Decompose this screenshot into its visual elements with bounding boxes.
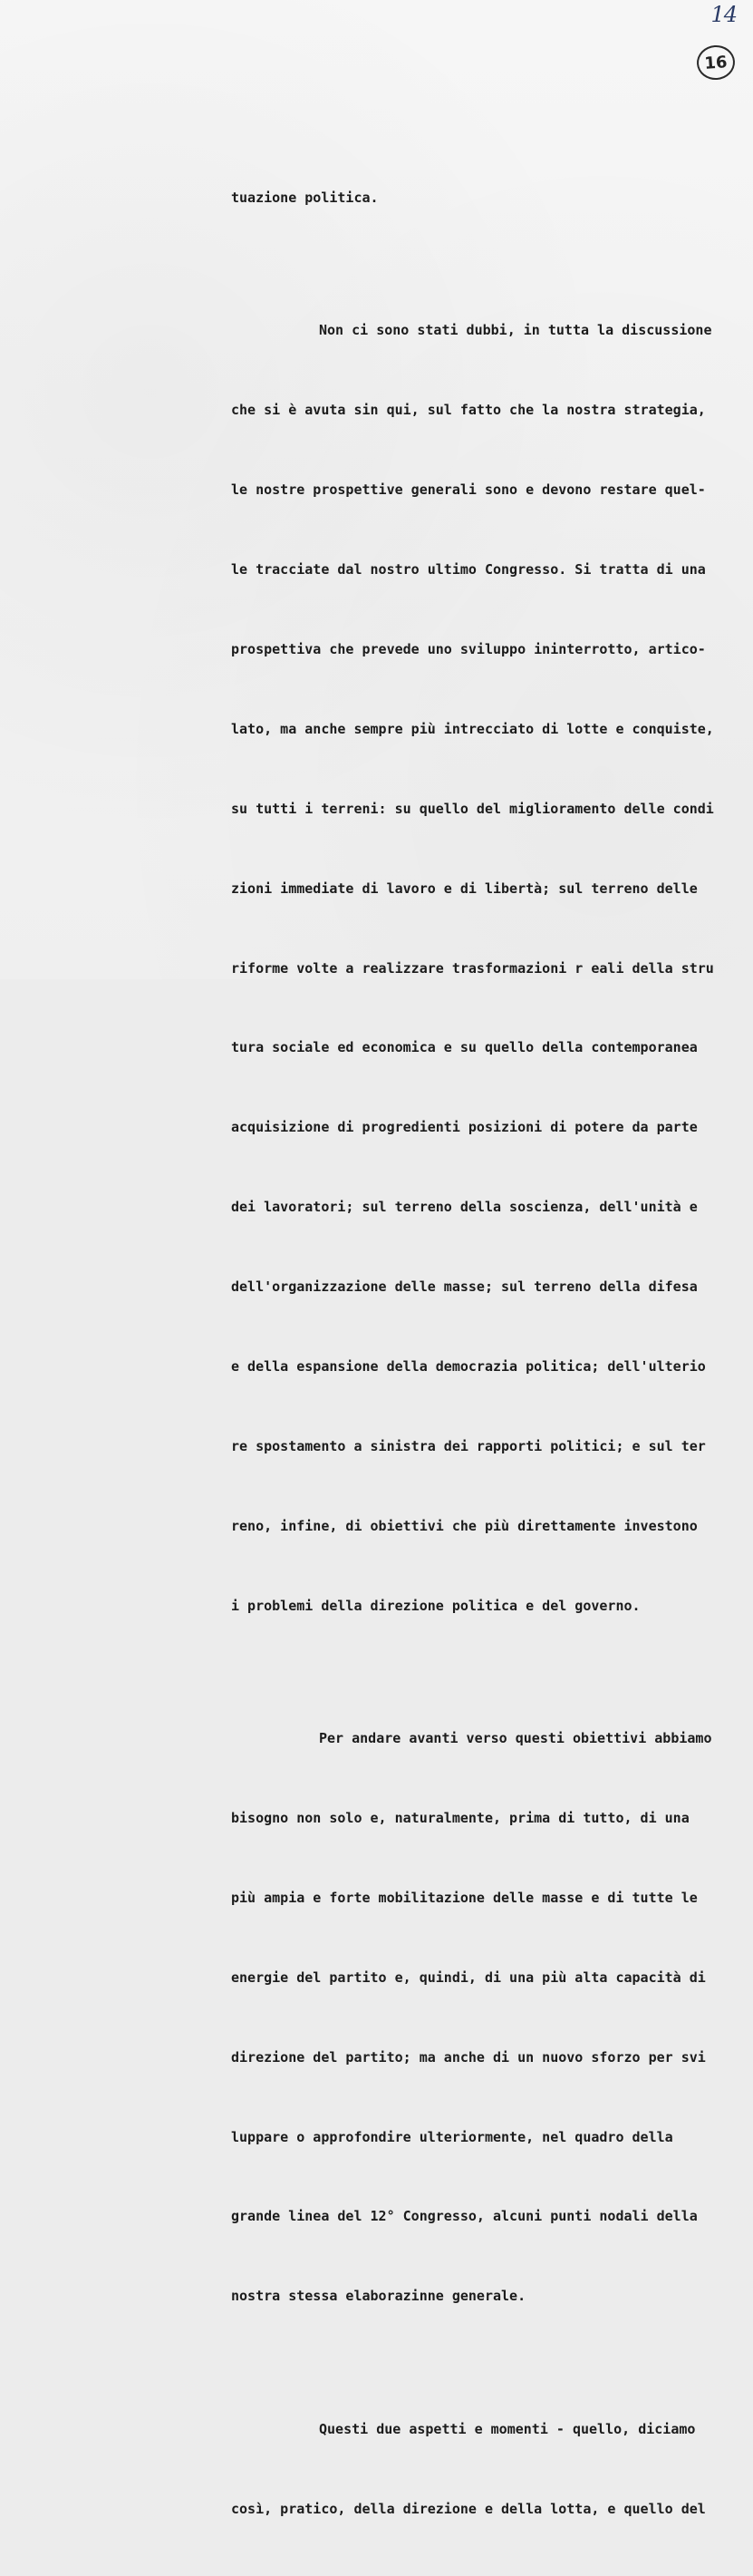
text-line: le tracciate dal nostro ultimo Congresso. Si tratta di una	[231, 561, 706, 578]
text-line: tura sociale ed economica e su quello della contemporanea	[231, 1039, 698, 1056]
text-line: dei lavoratori; sul terreno della soscienza, dell'unità e	[231, 1199, 698, 1216]
text-line: così, pratico, della direzione e della lotta, e quello del	[231, 2500, 706, 2517]
text-line: che si è avuta sin qui, sul fatto che la nostra strategia,	[231, 402, 706, 419]
text-line: Questi due aspetti e momenti - quello, diciamo	[319, 2420, 696, 2437]
text-line: acquisizione di progredienti posizioni di potere da parte	[231, 1119, 698, 1136]
text-line: le nostre prospettive generali sono e devono restare quel-	[231, 481, 706, 499]
text-line: più ampia e forte mobilitazione delle masse e di tutte le	[231, 1889, 698, 1906]
text-line: luppare o approfondire ulteriormente, nel quadro della	[231, 2128, 673, 2145]
text-line: dell'organizzazione delle masse; sul terreno della difesa	[231, 1278, 698, 1296]
text-line: tuazione politica.	[231, 189, 379, 206]
text-line: e della espansione della democrazia politica; dell'ulterio	[231, 1357, 706, 1375]
text-line: direzione del partito; ma anche di un nuovo sforzo per svi	[231, 2048, 706, 2066]
handwritten-page-number: 14	[710, 2, 737, 27]
text-line: nostra stessa elaborazinne generale.	[231, 2288, 526, 2305]
text-line: riforme volte a realizzare trasformazioni r eali della stru	[231, 959, 714, 977]
text-line: prospettiva che prevede uno sviluppo ininterrotto, artico-	[231, 640, 706, 657]
text-line: grande linea del 12° Congresso, alcuni punti nodali della	[231, 2208, 698, 2225]
text-line: i problemi della direzione politica e del governo.	[231, 1597, 641, 1614]
text-line: lato, ma anche sempre più intrecciato di lotte e conquiste,	[231, 720, 714, 737]
text-line: Per andare avanti verso questi obiettivi abbiamo	[319, 1730, 712, 1747]
circled-page-number-text: 16	[703, 52, 729, 73]
text-line: su tutti i terreni: su quello del miglioramento delle condi	[231, 800, 714, 817]
circled-page-number	[696, 44, 737, 82]
text-line: zioni immediate di lavoro e di libertà; sul terreno delle	[231, 880, 698, 897]
text-line: energie del partito e, quindi, di una più alta capacità di	[231, 1968, 706, 1986]
text-line: reno, infine, di obiettivi che più direttamente investono	[231, 1517, 698, 1534]
text-line: re spostamento a sinistra dei rapporti politici; e sul ter	[231, 1437, 706, 1454]
text-line: bisogno non solo e, naturalmente, prima di tutto, di una	[231, 1810, 690, 1826]
typewritten-text	[231, 105, 744, 2576]
text-line: Non ci sono stati dubbi, in tutta la discussione	[319, 322, 712, 339]
